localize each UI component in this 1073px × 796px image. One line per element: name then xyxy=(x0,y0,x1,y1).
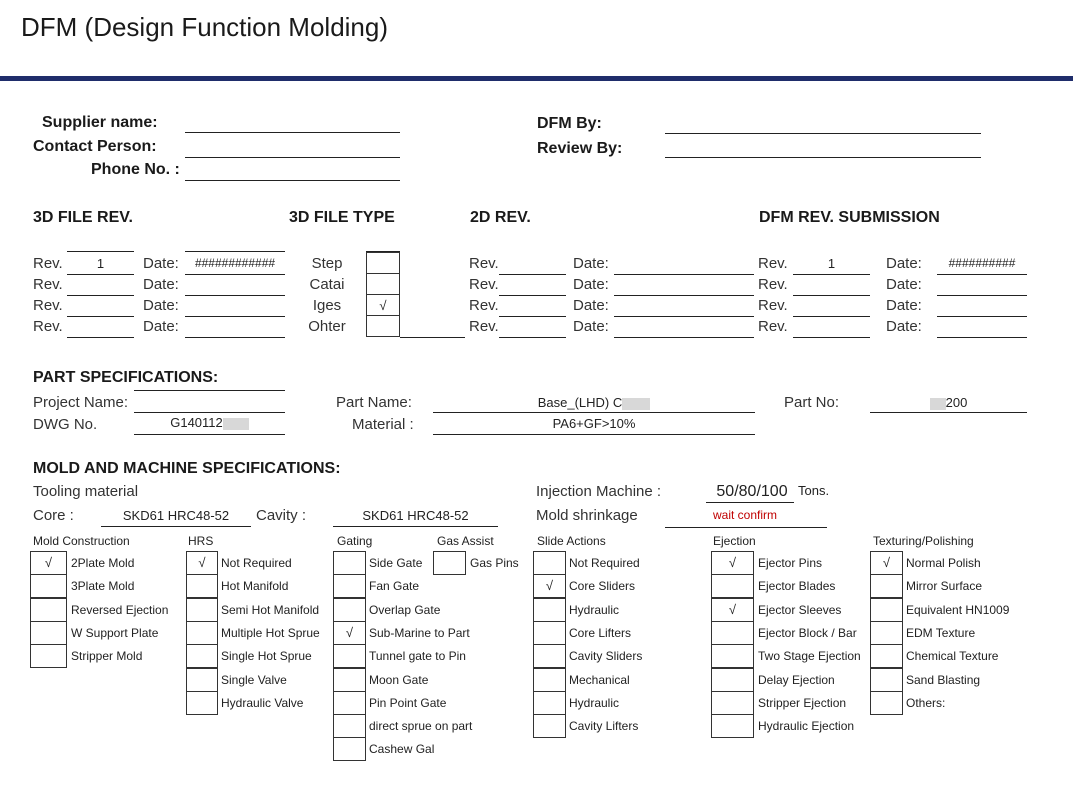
gating-checkbox[interactable] xyxy=(333,737,366,761)
type-bottom-line xyxy=(400,337,465,338)
tooling-label: Tooling material xyxy=(33,483,139,500)
hrs-checkbox[interactable] xyxy=(186,574,218,598)
construction-checkbox[interactable] xyxy=(30,644,67,668)
date-top-line xyxy=(185,251,285,252)
gating-item-label: Fan Gate xyxy=(369,579,420,594)
dfm-date-field[interactable] xyxy=(937,337,1027,338)
gating-item-label: Pin Point Gate xyxy=(369,695,447,710)
date2d-label: Date: xyxy=(573,276,609,293)
slide-checkbox[interactable] xyxy=(533,621,566,645)
ejection-checkbox[interactable] xyxy=(711,668,754,692)
supplier-field[interactable] xyxy=(185,132,400,133)
slide-checkbox[interactable] xyxy=(533,691,566,715)
material-label: Material : xyxy=(352,416,414,433)
texturing-item-label: EDM Texture xyxy=(906,625,976,640)
injection-value[interactable]: 50/80/100 xyxy=(716,483,788,500)
texturing-item-label: Equivalent HN1009 xyxy=(906,602,1010,617)
rev2d-label: Rev. xyxy=(469,318,499,335)
gating-item-label: Moon Gate xyxy=(369,672,429,687)
date-label: Date: xyxy=(143,297,179,314)
core-value[interactable]: SKD61 HRC48-52 xyxy=(122,508,230,523)
ejection-checkbox[interactable] xyxy=(711,714,754,738)
date-field[interactable] xyxy=(185,337,285,338)
rev2d-field[interactable] xyxy=(499,274,566,275)
construction-item-label: Reversed Ejection xyxy=(71,602,169,617)
gating-checkbox[interactable] xyxy=(333,714,366,738)
texturing-checkbox[interactable] xyxy=(870,691,903,715)
ejection-checkbox[interactable]: √ xyxy=(711,598,754,622)
slide-item-label: Hydraulic xyxy=(569,695,620,710)
date2d-field[interactable] xyxy=(614,274,754,275)
date2d-field[interactable] xyxy=(614,337,754,338)
texturing-item-label: Normal Polish xyxy=(906,556,981,570)
dfm-rev-label: Rev. xyxy=(758,255,788,272)
rev-field[interactable] xyxy=(67,316,134,317)
ejection-item-label: Stripper Ejection xyxy=(758,695,847,710)
ejection-checkbox[interactable] xyxy=(711,621,754,645)
dfm-date-value[interactable]: ########## xyxy=(948,256,1016,270)
dfm-date-field[interactable] xyxy=(937,274,1027,275)
file-type-label: Iges xyxy=(312,297,342,314)
file-type-checkbox[interactable] xyxy=(366,252,400,274)
construction-item-label: W Support Plate xyxy=(71,625,159,640)
slide-item-label: Not Required xyxy=(569,556,640,570)
file3d-type-heading: 3D FILE TYPE xyxy=(289,209,395,226)
date-field[interactable] xyxy=(185,274,285,275)
file-type-checkbox[interactable] xyxy=(366,315,400,337)
dfm-rev-label: Rev. xyxy=(758,297,788,314)
date-label: Date: xyxy=(143,318,179,335)
rev-label: Rev. xyxy=(33,297,63,314)
ejection-item-label: Ejector Pins xyxy=(758,556,823,570)
hrs-checkbox[interactable] xyxy=(186,668,218,692)
dfm-date-label: Date: xyxy=(886,255,922,272)
gating-checkbox[interactable] xyxy=(333,598,366,622)
dfm-submission-heading: DFM REV. SUBMISSION xyxy=(759,209,940,226)
gas_assist-title: Gas Assist xyxy=(437,534,494,548)
hrs-checkbox[interactable] xyxy=(186,644,218,668)
ejection-item-label: Ejector Block / Bar xyxy=(758,625,857,640)
cavity-line xyxy=(333,526,498,527)
hrs-checkbox[interactable] xyxy=(186,598,218,622)
part-name-label: Part Name: xyxy=(336,394,412,411)
slide-checkbox[interactable] xyxy=(533,714,566,738)
texturing-item-label: Others: xyxy=(906,695,946,710)
rev-label: Rev. xyxy=(33,276,63,293)
gating-checkbox[interactable] xyxy=(333,691,366,715)
tons-label: Tons. xyxy=(798,483,830,498)
hrs-item-label: Single Valve xyxy=(221,672,287,687)
ejection-title: Ejection xyxy=(713,534,756,548)
ejection-checkbox[interactable] xyxy=(711,644,754,668)
redacted-mark xyxy=(930,398,946,410)
texturing-checkbox[interactable]: √ xyxy=(870,551,903,575)
part-no-line xyxy=(870,412,1027,413)
gating-item-label: Overlap Gate xyxy=(369,602,441,617)
texturing-checkbox[interactable] xyxy=(870,598,903,622)
dfm-rev-field[interactable] xyxy=(793,337,870,338)
ejection-checkbox[interactable] xyxy=(711,574,754,598)
ejection-checkbox[interactable] xyxy=(711,691,754,715)
rev-label: Rev. xyxy=(33,318,63,335)
rev2d-field[interactable] xyxy=(499,295,566,296)
dfm-by-field[interactable] xyxy=(665,133,981,134)
texturing-checkbox[interactable] xyxy=(870,574,903,598)
rev2d-label: Rev. xyxy=(469,276,499,293)
hrs-title: HRS xyxy=(188,534,214,548)
slide-checkbox[interactable]: √ xyxy=(533,574,566,598)
construction-item-label: 2Plate Mold xyxy=(71,556,135,570)
construction-checkbox[interactable] xyxy=(30,598,67,622)
part-no-label: Part No: xyxy=(784,394,840,411)
texturing-checkbox[interactable] xyxy=(870,621,903,645)
gating-item-label: Cashew Gal xyxy=(369,742,435,757)
slide-item-label: Mechanical xyxy=(569,672,630,687)
dfm-by-label: DFM By: xyxy=(537,115,602,132)
date2d-field[interactable] xyxy=(614,316,754,317)
gating-item-label: Tunnel gate to Pin xyxy=(369,649,466,664)
date2d-label: Date: xyxy=(573,318,609,335)
rev-label: Rev. xyxy=(33,255,63,272)
file-type-label: Catai xyxy=(309,276,345,293)
date2d-label: Date: xyxy=(573,255,609,272)
slide-checkbox[interactable] xyxy=(533,668,566,692)
date2d-field[interactable] xyxy=(614,295,754,296)
slide-item-label: Core Sliders xyxy=(569,579,636,594)
redacted-mark xyxy=(622,398,650,410)
cavity-label: Cavity : xyxy=(256,507,307,524)
gating-title: Gating xyxy=(337,534,373,548)
rev-field[interactable] xyxy=(67,295,134,296)
gating-checkbox[interactable]: √ xyxy=(333,621,366,645)
hrs-item-label: Multiple Hot Sprue xyxy=(221,625,320,640)
dwg-line xyxy=(134,434,285,435)
project-name-field[interactable] xyxy=(134,412,285,413)
rev2d-field[interactable] xyxy=(499,337,566,338)
slide-item-label: Hydraulic xyxy=(569,602,620,617)
mold-spec-heading: MOLD AND MACHINE SPECIFICATIONS: xyxy=(33,460,341,477)
hrs-item-label: Single Hot Sprue xyxy=(221,649,312,664)
core-line xyxy=(101,526,251,527)
review-by-label: Review By: xyxy=(537,140,623,157)
injection-line xyxy=(706,502,794,503)
hrs-checkbox[interactable]: √ xyxy=(186,551,218,575)
dfm-rev-field[interactable] xyxy=(793,295,870,296)
material-line xyxy=(433,434,755,435)
rev2d-heading: 2D REV. xyxy=(470,209,531,226)
gating-item-label: direct sprue on part xyxy=(369,719,473,734)
ejection-item-label: Two Stage Ejection xyxy=(758,649,861,664)
date-label: Date: xyxy=(143,276,179,293)
file-type-checkbox[interactable] xyxy=(366,273,400,295)
dfm-date-field[interactable] xyxy=(937,316,1027,317)
texturing-checkbox[interactable] xyxy=(870,668,903,692)
gating-checkbox[interactable] xyxy=(333,551,366,575)
rev2d-field[interactable] xyxy=(499,316,566,317)
construction-checkbox[interactable] xyxy=(30,574,67,598)
shrinkage-value[interactable]: wait confirm xyxy=(713,508,778,522)
dwg-value[interactable] xyxy=(134,415,285,430)
slide-checkbox[interactable] xyxy=(533,598,566,622)
phone-label: Phone No. : xyxy=(91,161,180,178)
rev-value[interactable]: 1 xyxy=(96,256,105,271)
contact-label: Contact Person: xyxy=(33,138,157,155)
dfm-date-label: Date: xyxy=(886,276,922,293)
part-heading-line xyxy=(134,390,285,391)
slide-title: Slide Actions xyxy=(537,534,606,548)
supplier-label: Supplier name: xyxy=(42,114,158,131)
gating-item-label: Sub-Marine to Part xyxy=(369,625,470,640)
ejection-item-label: Hydraulic Ejection xyxy=(758,719,855,734)
part-name-value[interactable] xyxy=(433,395,755,410)
project-name-label: Project Name: xyxy=(33,394,129,411)
dfm-rev-label: Rev. xyxy=(758,276,788,293)
dfm-date-field[interactable] xyxy=(937,295,1027,296)
rev-top-line xyxy=(67,251,134,252)
gating-checkbox[interactable] xyxy=(333,644,366,668)
core-label: Core : xyxy=(33,507,74,524)
slide-item-label: Cavity Lifters xyxy=(569,719,639,734)
file-type-checkbox[interactable]: √ xyxy=(366,294,400,316)
gating-item-label: Side Gate xyxy=(369,556,423,570)
construction-checkbox[interactable]: √ xyxy=(30,551,67,575)
construction-item-label: Stripper Mold xyxy=(71,649,143,664)
review-by-field[interactable] xyxy=(665,157,981,158)
shrinkage-line xyxy=(665,527,827,528)
file3d-rev-heading: 3D FILE REV. xyxy=(33,209,133,226)
cavity-value[interactable]: SKD61 HRC48-52 xyxy=(362,508,469,523)
part-no-value[interactable] xyxy=(870,395,1027,410)
ejection-item-label: Delay Ejection xyxy=(758,672,835,687)
ejection-item-label: Ejector Sleeves xyxy=(758,602,842,617)
rev-field[interactable] xyxy=(67,337,134,338)
hrs-item-label: Semi Hot Manifold xyxy=(221,602,320,617)
hrs-item-label: Not Required xyxy=(221,556,292,570)
part-name-line xyxy=(433,412,755,413)
slide-checkbox[interactable] xyxy=(533,551,566,575)
dfm-rev-field[interactable] xyxy=(793,274,870,275)
phone-field[interactable] xyxy=(185,180,400,181)
hrs-checkbox[interactable] xyxy=(186,621,218,645)
part-no-text: 200 xyxy=(945,395,968,410)
texturing-item-label: Mirror Surface xyxy=(906,579,983,594)
ejection-item-label: Ejector Blades xyxy=(758,579,836,594)
header-rule xyxy=(0,76,1073,81)
dfm-rev-field[interactable] xyxy=(793,316,870,317)
date-value[interactable]: ############ xyxy=(194,256,276,270)
file-type-label: Step xyxy=(311,255,343,272)
hrs-checkbox[interactable] xyxy=(186,691,218,715)
construction-title: Mold Construction xyxy=(33,534,130,548)
ejection-checkbox[interactable]: √ xyxy=(711,551,754,575)
contact-field[interactable] xyxy=(185,157,400,158)
texturing-item-label: Chemical Texture xyxy=(906,649,999,664)
part-name-text: Base_(LHD) C xyxy=(537,395,623,410)
dfm-date-label: Date: xyxy=(886,297,922,314)
gas_assist-item-label: Gas Pins xyxy=(470,556,519,570)
rev2d-label: Rev. xyxy=(469,255,499,272)
date-field[interactable] xyxy=(185,316,285,317)
date2d-label: Date: xyxy=(573,297,609,314)
hrs-item-label: Hot Manifold xyxy=(221,579,289,594)
slide-item-label: Core Lifters xyxy=(569,625,632,640)
date-label: Date: xyxy=(143,255,179,272)
dwg-value-text: G140112 xyxy=(170,415,223,430)
part-spec-heading: PART SPECIFICATIONS: xyxy=(33,369,219,386)
texturing-title: Texturing/Polishing xyxy=(873,534,974,548)
dfm-date-label: Date: xyxy=(886,318,922,335)
redacted-mark xyxy=(223,418,249,430)
rev2d-label: Rev. xyxy=(469,297,499,314)
texturing-item-label: Sand Blasting xyxy=(906,672,981,687)
dfm-rev-label: Rev. xyxy=(758,318,788,335)
texturing-checkbox[interactable] xyxy=(870,644,903,668)
gas_assist-checkbox[interactable] xyxy=(433,551,466,575)
rev-field[interactable] xyxy=(67,274,134,275)
material-value[interactable]: PA6+GF>10% xyxy=(552,416,636,431)
hrs-item-label: Hydraulic Valve xyxy=(221,695,304,710)
slide-checkbox[interactable] xyxy=(533,644,566,668)
dwg-label: DWG No. xyxy=(33,416,98,433)
injection-label: Injection Machine : xyxy=(536,483,662,500)
file-type-label: Ohter xyxy=(308,318,346,335)
construction-checkbox[interactable] xyxy=(30,621,67,645)
slide-item-label: Cavity Sliders xyxy=(569,649,643,664)
page-title: DFM (Design Function Molding) xyxy=(21,12,389,42)
gating-checkbox[interactable] xyxy=(333,668,366,692)
date-field[interactable] xyxy=(185,295,285,296)
construction-item-label: 3Plate Mold xyxy=(71,579,135,594)
shrinkage-label: Mold shrinkage xyxy=(536,507,638,524)
gating-checkbox[interactable] xyxy=(333,574,366,598)
dfm-rev-value[interactable]: 1 xyxy=(827,256,836,271)
